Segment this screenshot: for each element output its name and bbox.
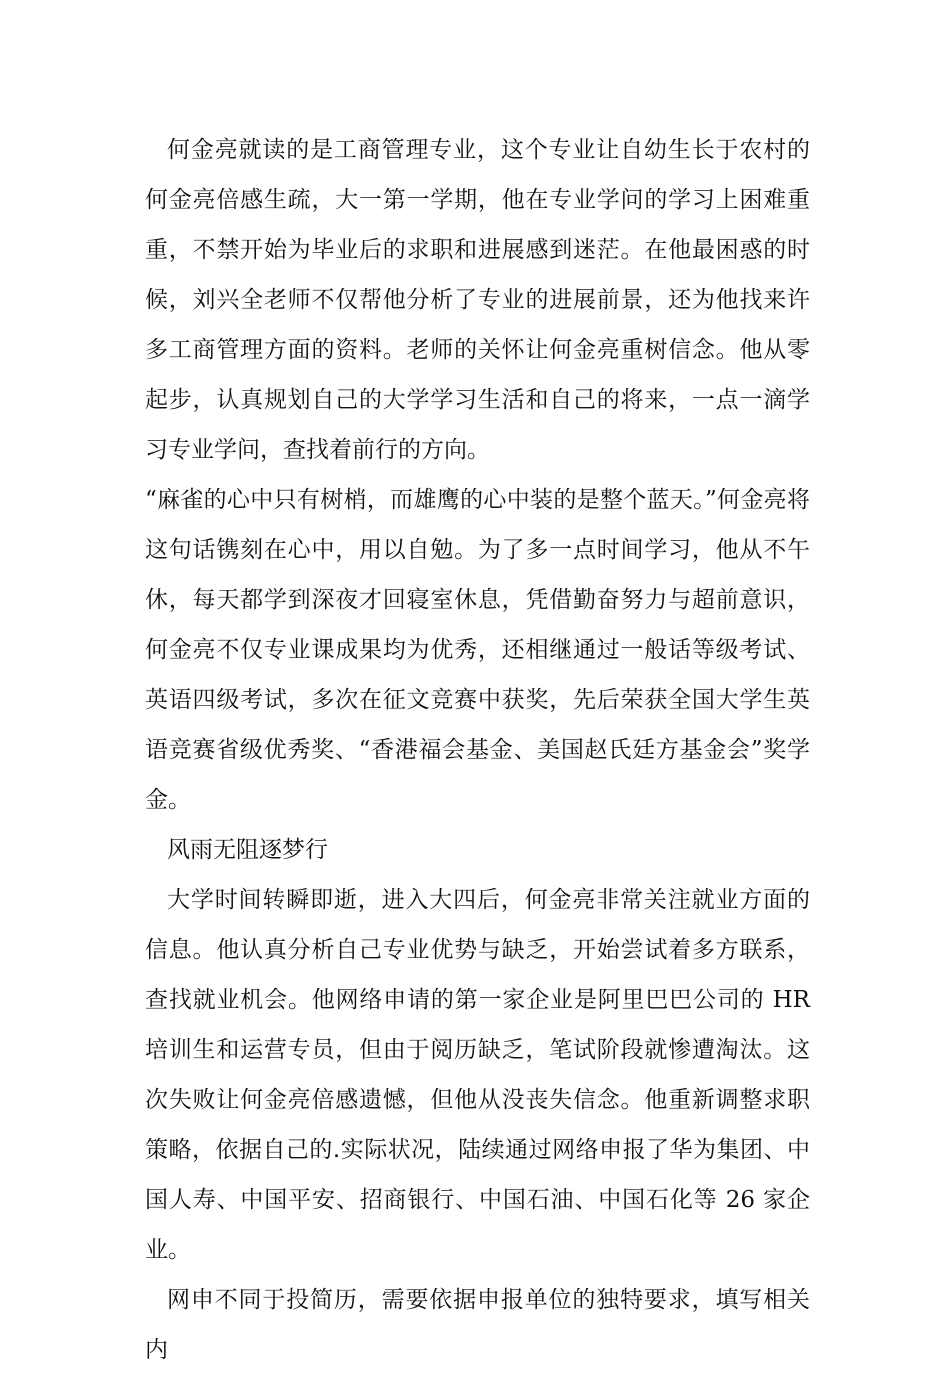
section-heading: 风雨无阻逐梦行 (167, 837, 328, 863)
document-body (145, 125, 810, 1375)
paragraph-2: “麻雀的心中只有树梢，而雄鹰的心中装的是整个蓝天。”何金亮将这句话镌刻在心中，用以自勉。为了多一点时间学习，他从不午休，每天都学到深夜才回寝室休息，凭借勤奋努力与超前意识，何金亮不仅专业课成果均为优秀，还相继通过一般话等级考试、英语四级考试，多次在征文竞赛中获奖，先后荣获全国大学生英语竞赛省级优秀奖、“香港福会基金、美国赵氏廷方基金会”奖学金。 (145, 487, 810, 813)
paragraph-1: 何金亮就读的是工商管理专业，这个专业让自幼生长于农村的何金亮倍感生疏，大一第一学期，他在专业学问的学习上困难重重，不禁开始为毕业后的求职和进展感到迷茫。在他最困惑的时候，刘兴全老师不仅帮他分析了专业的进展前景，还为他找来许多工商管理方面的资料。老师的关怀让何金亮重树信念。他从零起步，认真规划自己的大学学习生活和自己的将来，一点一滴学习专业学问，查找着前行的方向。 (145, 137, 810, 463)
paragraph-4: 网申不同于投简历，需要依据申报单位的独特要求，填写相关内 (145, 1287, 810, 1363)
paragraph-3: 大学时间转瞬即逝，进入大四后，何金亮非常关注就业方面的信息。他认真分析自己专业优势与缺乏，开始尝试着多方联系，查找就业机会。他网络申请的第一家企业是阿里巴巴公司的 HR 培训生和运营专员，但由于阅历缺乏，笔试阶段就惨遭淘汰。这次失败让何金亮倍感遗憾，但他从没丧失信念。他重新调整求职策略，依据自己的.实际状况，陆续通过网络申报了华为集团、中国人寿、中国平安、招商银行、中国石油、中国石化等 26 家企业。 (145, 887, 810, 1263)
